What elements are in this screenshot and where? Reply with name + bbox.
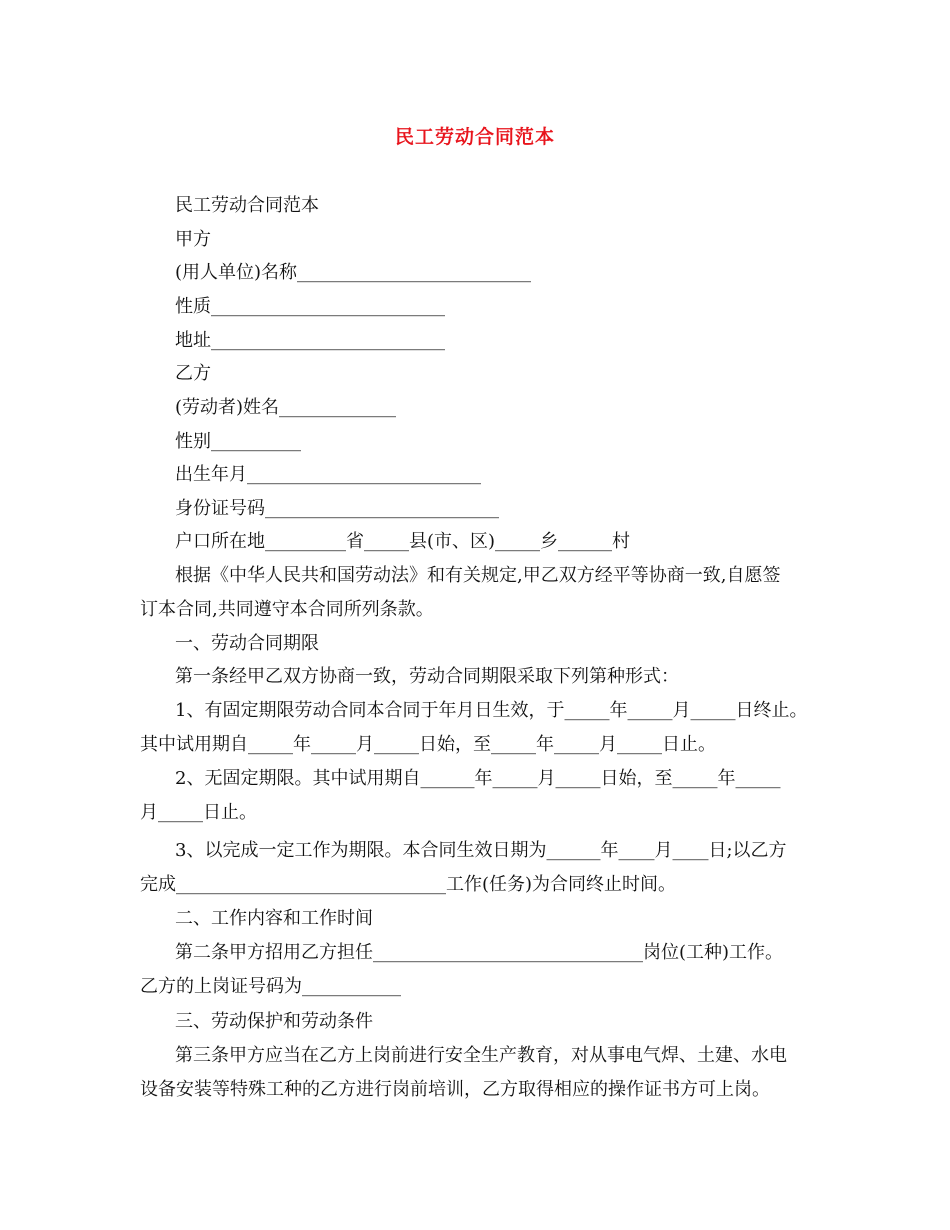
doc-line-article-3-1: 第三条甲方应当在乙方上岗前进行安全生产教育，对从事电气焊、土建、水电 <box>175 1045 787 1066</box>
doc-line-party-b: 乙方 <box>175 363 211 384</box>
doc-line-task-term-1: 3、以完成一定工作为期限。本合同生效日期为______年____月____日;以乙方 <box>175 840 787 861</box>
doc-line-open-term-2: 月_____日止。 <box>140 802 257 823</box>
doc-line-household-registration: 户口所在地_________省_____县(市、区)_____乡______村 <box>175 531 631 552</box>
doc-section-heading-protection: 三、劳动保护和劳动条件 <box>175 1011 373 1032</box>
doc-line-worker-name: (劳动者)姓名_____________ <box>175 397 397 418</box>
doc-line-article-2: 第二条甲方招用乙方担任______________________________岗位(工种)工作。 <box>175 942 784 963</box>
document-title: 民工劳动合同范本 <box>394 126 555 148</box>
doc-section-heading-work: 二、工作内容和工作时间 <box>175 908 373 929</box>
doc-line-employer-name: (用人单位)名称__________________________ <box>175 262 532 283</box>
doc-line-heading: 民工劳动合同范本 <box>175 195 319 216</box>
doc-line-task-term-2: 完成______________________________工作(任务)为合同终止时间。 <box>140 874 677 895</box>
doc-line-fixed-term-1: 1、有固定期限劳动合同本合同于年月日生效，于_____年_____月_____日终止。 <box>175 700 808 721</box>
doc-line-gender: 性别__________ <box>175 431 301 452</box>
doc-line-preamble-1: 根据《中华人民共和国劳动法》和有关规定,甲乙双方经平等协商一致,自愿签 <box>175 565 781 586</box>
doc-line-article-3-2: 设备安装等特殊工种的乙方进行岗前培训，乙方取得相应的操作证书方可上岗。 <box>140 1079 770 1100</box>
doc-line-article-1: 第一条经甲乙双方协商一致，劳动合同期限采取下列第种形式： <box>175 666 679 687</box>
doc-line-address: 地址__________________________ <box>175 330 445 351</box>
doc-line-id-number: 身份证号码__________________________ <box>175 498 499 519</box>
doc-line-birth-date: 出生年月__________________________ <box>175 464 481 485</box>
doc-line-nature: 性质__________________________ <box>175 296 445 317</box>
doc-line-preamble-2: 订本合同,共同遵守本合同所列条款。 <box>140 599 434 620</box>
doc-line-fixed-term-2: 其中试用期自_____年_____月_____日始，至_____年_____月_____日止。 <box>140 734 716 755</box>
doc-line-certificate-number: 乙方的上岗证号码为___________ <box>140 976 401 997</box>
doc-line-open-term-1: 2、无固定期限。其中试用期自______年_____月_____日始，至_____年_____ <box>175 768 781 789</box>
doc-section-heading-term: 一、劳动合同期限 <box>175 633 319 654</box>
doc-line-party-a: 甲方 <box>175 229 211 250</box>
